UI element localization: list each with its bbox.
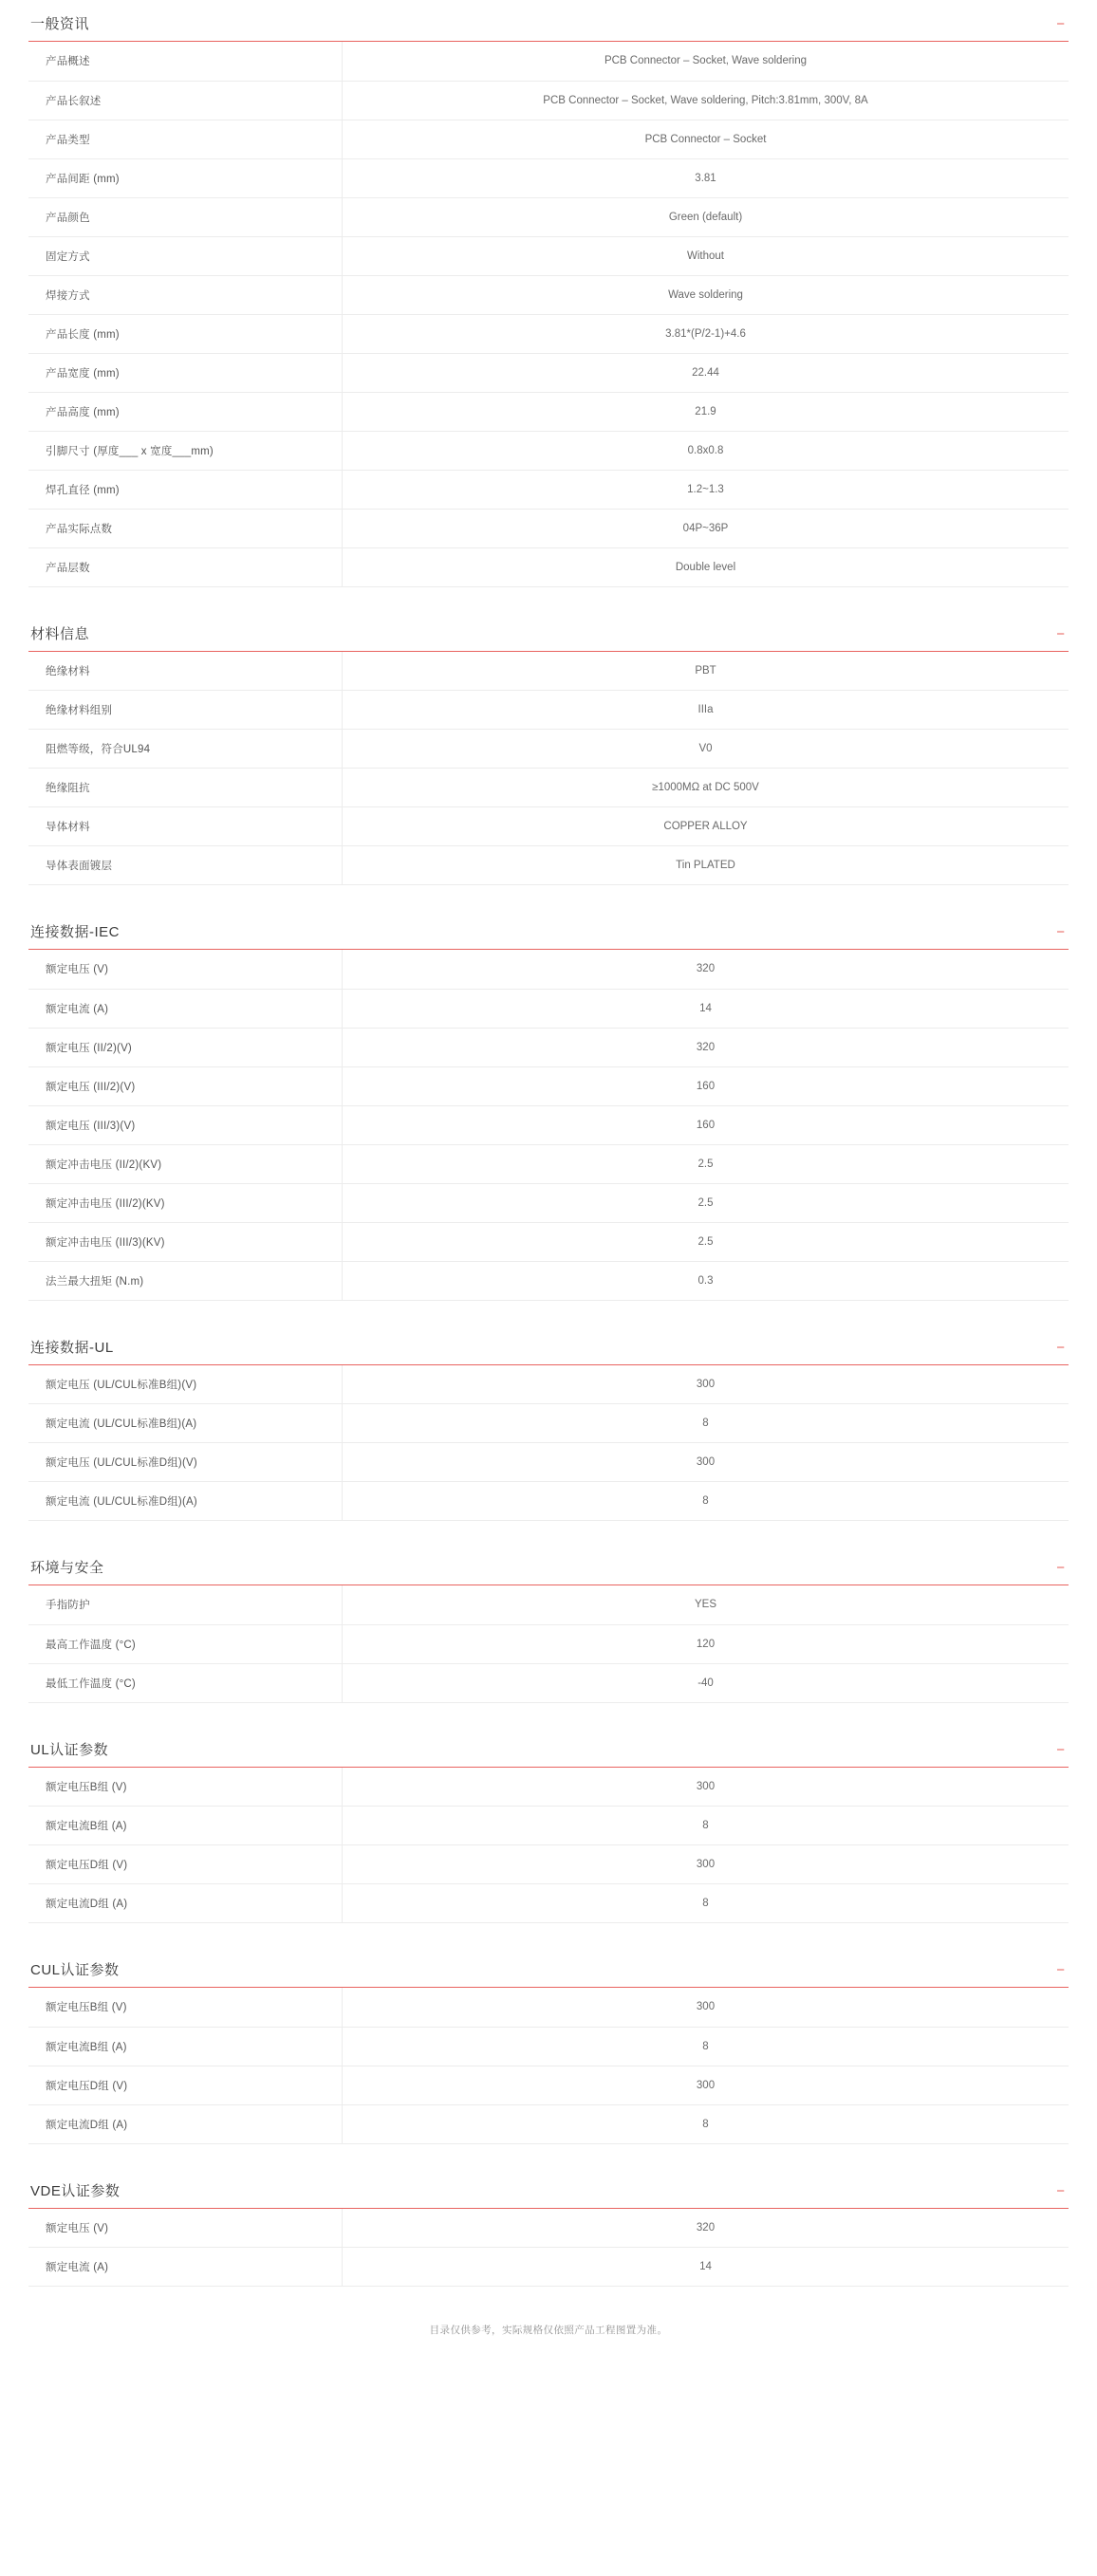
spec-table [28,1585,1069,1703]
table-row [28,158,1069,197]
spec-key: 产品间距 (mm) [28,158,343,197]
spec-value: YES [343,1585,1069,1624]
collapse-minus-icon[interactable]: − [1056,1962,1065,1978]
spec-value: 8 [343,1884,1069,1923]
table-row [28,807,1069,846]
section-header [28,925,1069,950]
spec-key: 绝缘阻抗 [28,769,343,807]
spec-value: 300 [343,1988,1069,2027]
spec-key: 导体材料 [28,807,343,846]
spec-value: PCB Connector – Socket, Wave soldering [343,42,1069,81]
section-title: 材料信息 [30,625,90,642]
spec-value: Double level [343,547,1069,586]
table-row [28,2027,1069,2066]
table-row [28,1845,1069,1884]
spec-value: 1.2~1.3 [343,470,1069,509]
collapse-minus-icon[interactable]: − [1056,1741,1065,1758]
spec-table [28,950,1069,1301]
spec-key: 产品颜色 [28,197,343,236]
spec-key: 额定电压B组 (V) [28,1988,343,2027]
spec-key: 产品实际点数 [28,509,343,547]
spec-key: 导体表面镀层 [28,846,343,885]
spec-key: 额定电压 (III/3)(V) [28,1105,343,1144]
spec-key: 额定电压 (II/2)(V) [28,1028,343,1066]
spec-key: 最高工作温度 (°C) [28,1624,343,1663]
spec-key: 产品长叙述 [28,81,343,120]
collapse-minus-icon[interactable]: − [1056,924,1065,940]
spec-value: 22.44 [343,353,1069,392]
spec-key: 固定方式 [28,236,343,275]
spec-table [28,1988,1069,2144]
spec-table [28,42,1069,587]
spec-key: 产品概述 [28,42,343,81]
table-row [28,1443,1069,1482]
spec-key: 法兰最大扭矩 (N.m) [28,1261,343,1300]
table-row [28,81,1069,120]
table-row [28,2248,1069,2287]
spec-value: 320 [343,1028,1069,1066]
table-row [28,652,1069,691]
table-row [28,950,1069,989]
spec-key: 产品长度 (mm) [28,314,343,353]
table-row [28,1768,1069,1807]
spec-value: 120 [343,1624,1069,1663]
spec-value: 8 [343,2104,1069,2143]
spec-key: 产品层数 [28,547,343,586]
table-row [28,1144,1069,1183]
section-title: VDE认证参数 [30,2182,121,2199]
table-row [28,846,1069,885]
spec-key: 额定电流B组 (A) [28,1807,343,1845]
spec-key: 额定电压B组 (V) [28,1768,343,1807]
spec-value: Green (default) [343,197,1069,236]
spec-key: 绝缘材料 [28,652,343,691]
spec-value: 3.81*(P/2-1)+4.6 [343,314,1069,353]
table-row [28,1222,1069,1261]
spec-key: 额定电流D组 (A) [28,1884,343,1923]
collapse-minus-icon[interactable]: − [1056,16,1065,32]
spec-key: 额定电流 (UL/CUL标准D组)(A) [28,1482,343,1521]
spec-key: 绝缘材料组别 [28,691,343,730]
spec-key: 额定电流 (A) [28,2248,343,2287]
table-row [28,275,1069,314]
section-header [28,1561,1069,1585]
table-row [28,1482,1069,1521]
table-row [28,2209,1069,2248]
spec-key: 额定电压 (UL/CUL标准D组)(V) [28,1443,343,1482]
collapse-minus-icon[interactable]: − [1056,625,1065,642]
table-row [28,1105,1069,1144]
spec-section [28,627,1069,886]
spec-value: 8 [343,2027,1069,2066]
table-row [28,1404,1069,1443]
spec-value: 14 [343,989,1069,1028]
spec-key: 额定电压D组 (V) [28,2066,343,2104]
spec-key: 焊孔直径 (mm) [28,470,343,509]
section-header [28,1963,1069,1988]
table-row [28,353,1069,392]
spec-value: ≥1000MΩ at DC 500V [343,769,1069,807]
spec-section [28,925,1069,1301]
spec-value: 8 [343,1482,1069,1521]
table-row [28,1365,1069,1404]
section-title: 连接数据-IEC [30,924,121,940]
spec-value: 300 [343,1443,1069,1482]
table-row [28,431,1069,470]
section-header [28,627,1069,652]
spec-value: PCB Connector – Socket, Wave soldering, Pitch:3.81mm, 300V, 8A [343,81,1069,120]
table-row [28,314,1069,353]
spec-value: 3.81 [343,158,1069,197]
table-row [28,1585,1069,1624]
spec-value: Tin PLATED [343,846,1069,885]
table-row [28,2066,1069,2104]
section-header [28,1341,1069,1365]
spec-section [28,2184,1069,2288]
spec-key: 额定电流D组 (A) [28,2104,343,2143]
table-row [28,197,1069,236]
spec-key: 产品宽度 (mm) [28,353,343,392]
table-row [28,1624,1069,1663]
spec-key: 额定电流B组 (A) [28,2027,343,2066]
spec-section [28,1743,1069,1924]
spec-value: 8 [343,1404,1069,1443]
spec-table [28,2209,1069,2288]
section-title: 连接数据-UL [30,1339,114,1356]
table-row [28,1988,1069,2027]
spec-value: 0.8x0.8 [343,431,1069,470]
spec-key: 额定电压 (V) [28,950,343,989]
spec-value: 04P~36P [343,509,1069,547]
table-row [28,730,1069,769]
table-row [28,1028,1069,1066]
spec-key: 最低工作温度 (°C) [28,1663,343,1702]
spec-section [28,1561,1069,1703]
table-row [28,1261,1069,1300]
collapse-minus-icon[interactable]: − [1056,1560,1065,1576]
spec-value: 14 [343,2248,1069,2287]
table-row [28,1066,1069,1105]
table-row [28,1884,1069,1923]
spec-key: 焊接方式 [28,275,343,314]
spec-table [28,652,1069,886]
spec-value: -40 [343,1663,1069,1702]
table-row [28,42,1069,81]
spec-key: 产品高度 (mm) [28,392,343,431]
collapse-minus-icon[interactable]: − [1056,2182,1065,2199]
table-row [28,989,1069,1028]
section-title: CUL认证参数 [30,1962,120,1978]
table-row [28,547,1069,586]
table-row [28,509,1069,547]
spec-value: 320 [343,950,1069,989]
spec-key: 手指防护 [28,1585,343,1624]
table-row [28,769,1069,807]
spec-key: 额定电流 (UL/CUL标准B组)(A) [28,1404,343,1443]
table-row [28,1663,1069,1702]
spec-value: PCB Connector – Socket [343,120,1069,158]
table-row [28,236,1069,275]
spec-value: 300 [343,1365,1069,1404]
spec-key: 额定冲击电压 (III/2)(KV) [28,1183,343,1222]
section-header [28,1743,1069,1768]
table-row [28,392,1069,431]
table-row [28,1807,1069,1845]
spec-section [28,1341,1069,1522]
table-row [28,2104,1069,2143]
table-row [28,1183,1069,1222]
section-title: 一般资讯 [30,16,90,32]
spec-section [28,1963,1069,2144]
collapse-minus-icon[interactable]: − [1056,1339,1065,1356]
spec-value: 0.3 [343,1261,1069,1300]
spec-sections [28,17,1069,2287]
spec-value: 300 [343,1768,1069,1807]
spec-key: 额定电压 (V) [28,2209,343,2248]
spec-key: 额定电压D组 (V) [28,1845,343,1884]
spec-value: 160 [343,1105,1069,1144]
spec-value: 300 [343,1845,1069,1884]
spec-value: V0 [343,730,1069,769]
spec-value: IIIa [343,691,1069,730]
spec-value: 160 [343,1066,1069,1105]
spec-key: 产品类型 [28,120,343,158]
spec-table [28,1768,1069,1924]
spec-value: Without [343,236,1069,275]
spec-value: 2.5 [343,1144,1069,1183]
table-row [28,470,1069,509]
spec-key: 额定冲击电压 (II/2)(KV) [28,1144,343,1183]
spec-key: 额定电流 (A) [28,989,343,1028]
spec-value: 8 [343,1807,1069,1845]
spec-key: 阻燃等级，符合UL94 [28,730,343,769]
spec-value: COPPER ALLOY [343,807,1069,846]
spec-key: 额定冲击电压 (III/3)(KV) [28,1222,343,1261]
spec-section [28,17,1069,587]
spec-value: 2.5 [343,1183,1069,1222]
spec-value: 320 [343,2209,1069,2248]
spec-key: 引脚尺寸 (厚度___ x 宽度___mm) [28,431,343,470]
spec-value: 21.9 [343,392,1069,431]
section-title: UL认证参数 [30,1741,109,1758]
table-row [28,120,1069,158]
spec-key: 额定电压 (III/2)(V) [28,1066,343,1105]
spec-value: 300 [343,2066,1069,2104]
table-row [28,691,1069,730]
spec-key: 额定电压 (UL/CUL标准B组)(V) [28,1365,343,1404]
spec-value: 2.5 [343,1222,1069,1261]
footer-note: 目录仅供参考，实际规格仅依照产品工程图置为准。 [429,2325,668,2336]
spec-table [28,1365,1069,1522]
section-header [28,2184,1069,2209]
spec-value: Wave soldering [343,275,1069,314]
section-title: 环境与安全 [30,1560,104,1576]
section-header [28,17,1069,42]
spec-value: PBT [343,652,1069,691]
